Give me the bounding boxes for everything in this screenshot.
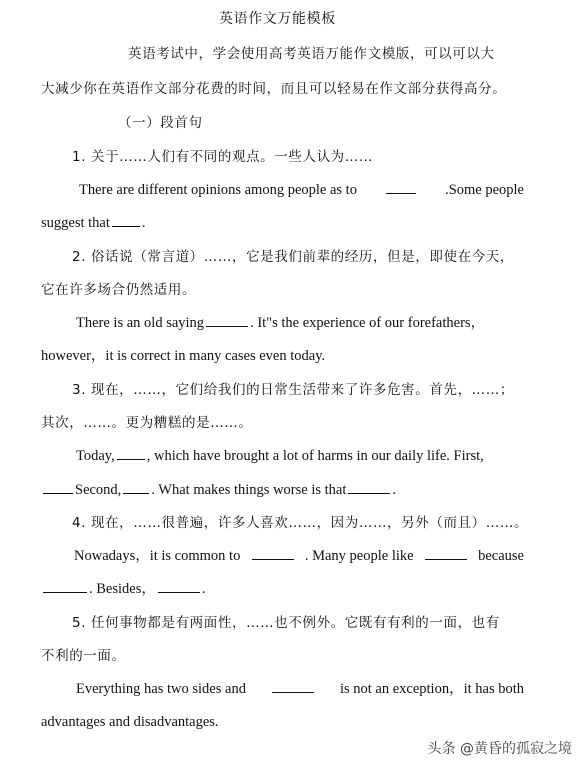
item-4-en-text-c: because <box>478 548 524 564</box>
item-5-en-text-b: is not an exception，it has both <box>339 681 524 697</box>
fill-blank <box>206 314 248 327</box>
item-4-english-line-2 <box>41 580 205 598</box>
item-3-en-text-b: , which have brought a lot of harms in our daily life. First, <box>146 448 484 464</box>
fill-blank <box>43 481 73 494</box>
item-2-chinese-line-2: 它在许多场合仍然适用。 <box>41 282 197 298</box>
item-3-english-line-1 <box>76 447 484 465</box>
item-4-chinese: 4. 现在，……很普遍，许多人喜欢……，因为……，另外（而且）……。 <box>72 515 529 531</box>
item-2-en-text-b: . It"s the experience of our forefathers， <box>250 315 486 331</box>
item-5-chinese-line-1: 5. 任何事物都是有两面性，……也不例外。它既有有利的一面，也有 <box>72 615 500 631</box>
item-3-en-text-c: Second, <box>75 482 122 498</box>
item-1-en-text-c: suggest that <box>41 215 110 231</box>
section-heading: （一）段首句 <box>118 115 203 131</box>
fill-blank <box>158 580 200 593</box>
fill-blank <box>386 181 416 194</box>
item-1-en-text-b: .Some people <box>445 182 524 198</box>
item-4-en-text-e: . <box>201 581 206 597</box>
fill-blank <box>425 547 467 560</box>
watermark-text: 头条 @黄昏的孤寂之境 <box>427 741 572 757</box>
fill-blank <box>123 481 149 494</box>
item-1-en-text-a: There are different opinions among people as to <box>79 182 357 198</box>
fill-blank <box>117 447 145 460</box>
item-4-en-text-d: . Besides， <box>89 581 156 597</box>
fill-blank <box>112 214 140 227</box>
item-1-en-text-d: . <box>141 215 146 231</box>
item-4-en-text-b: . Many people like <box>304 548 414 564</box>
item-1-chinese: 1. 关于……人们有不同的观点。一些人认为…… <box>72 149 373 165</box>
item-3-chinese-line-1: 3. 现在，……，它们给我们的日常生活带来了许多危害。首先，……； <box>72 382 514 398</box>
item-5-en-text-a: Everything has two sides and <box>76 681 246 697</box>
item-4-english-line-1 <box>74 547 524 565</box>
item-3-english-line-2 <box>41 481 396 499</box>
item-2-en-text-a: There is an old saying <box>76 315 205 331</box>
item-2-chinese-line-1: 2. 俗话说（常言道）……，它是我们前辈的经历，但是，即使在今天， <box>72 249 514 265</box>
item-5-english-line-2: advantages and disadvantages. <box>41 714 219 730</box>
item-1-english-line-2 <box>41 214 146 232</box>
intro-line-1: 英语考试中，学会使用高考英语万能作文模版，可以可以大 <box>128 46 495 62</box>
item-2-english-line-2: however，it is correct in many cases even today. <box>41 348 326 364</box>
fill-blank <box>348 481 390 494</box>
fill-blank <box>272 680 314 693</box>
item-2-english-line-1 <box>76 314 485 332</box>
intro-line-2: 大减少你在英语作文部分花费的时间，而且可以轻易在作文部分获得高分。 <box>41 81 507 97</box>
item-3-en-text-a: Today, <box>76 448 115 464</box>
item-5-english-line-1 <box>76 680 524 698</box>
fill-blank <box>252 547 294 560</box>
item-3-en-text-e: . <box>392 482 396 498</box>
fill-blank <box>43 580 87 593</box>
item-3-en-text-d: . What makes things worse is that <box>151 482 347 498</box>
item-5-chinese-line-2: 不利的一面。 <box>41 648 126 664</box>
item-4-en-text-a: Nowadays，it is common to <box>74 548 241 564</box>
document-title: 英语作文万能模板 <box>219 11 336 27</box>
item-1-english-line-1 <box>79 181 524 199</box>
item-3-chinese-line-2: 其次，……。更为糟糕的是……。 <box>41 415 253 431</box>
